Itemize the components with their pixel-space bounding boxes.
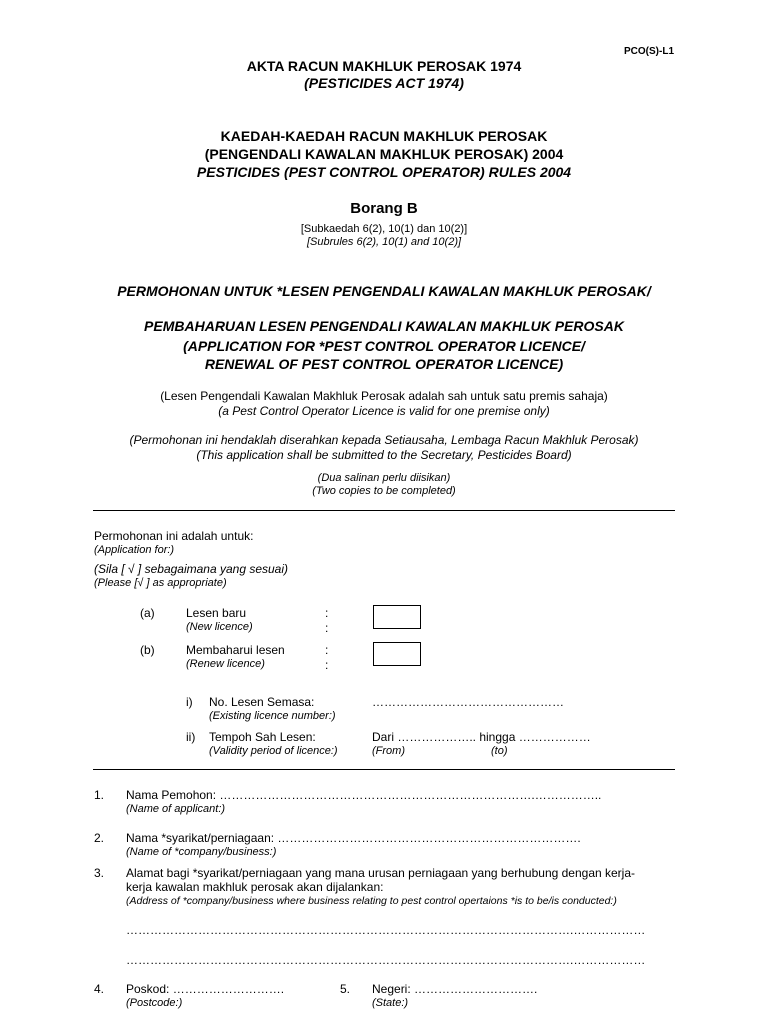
option-b-marker: (b) xyxy=(140,643,155,657)
field-1-number: 1. xyxy=(94,788,105,802)
address-label-en: (Address of *company/business where business relating to pest control opertaions *is to be/is conducted:) xyxy=(126,895,617,907)
tick-instruction: (Sila [ √ ] sebagaimana yang sesuai) xyxy=(94,562,289,576)
company-name-label-en: (Name of *company/business:) xyxy=(126,846,277,858)
address-label-2: kerja kawalan makhluk perosak akan dijalankan: xyxy=(126,880,384,894)
tick-instruction-en: (Please [√ ] as appropriate) xyxy=(94,577,227,589)
act-title-en: (PESTICIDES ACT 1974) xyxy=(304,75,464,91)
existing-licence-label: No. Lesen Semasa: xyxy=(209,695,315,709)
submission-note-ms: (Permohonan ini hendaklah diserahkan kepada Setiausaha, Lembaga Racun Makhluk Perosak) xyxy=(129,433,639,447)
field-4-number: 4. xyxy=(94,982,105,996)
address-line-2-field[interactable]: ………………………………………………………………………………………………….……………… xyxy=(126,953,646,967)
company-name-field[interactable]: Nama *syarikat/perniagaan: …………………………………………………………………. xyxy=(126,831,581,845)
divider-top xyxy=(93,510,675,511)
application-for-label-en: (Application for:) xyxy=(94,544,175,556)
rules-title-ms-1: KAEDAH-KAEDAH RACUN MAKHLUK PEROSAK xyxy=(220,128,548,144)
validity-note-en: (a Pest Control Operator Licence is valid for one premise only) xyxy=(218,404,550,418)
option-a-colon: : xyxy=(325,606,329,620)
rules-title-ms-2: (PENGENDALI KAWALAN MAKHLUK PEROSAK) 2004 xyxy=(204,146,564,162)
renew-licence-checkbox[interactable] xyxy=(373,642,421,666)
existing-licence-input[interactable]: ………………………………………… xyxy=(372,695,564,709)
form-code: PCO(S)-L1 xyxy=(624,46,674,57)
state-field[interactable]: Negeri: …………………………. xyxy=(372,982,538,996)
application-for-label: Permohonan ini adalah untuk: xyxy=(94,529,254,543)
option-a-label-en: (New licence) xyxy=(186,621,253,633)
rules-title-en: PESTICIDES (PEST CONTROL OPERATOR) RULES 2004 xyxy=(196,164,572,180)
validity-from-label-en: (From) xyxy=(372,745,405,757)
existing-licence-marker: i) xyxy=(186,695,193,709)
validity-to-label-en: (to) xyxy=(491,745,508,757)
application-title-2: PEMBAHARUAN LESEN PENGENDALI KAWALAN MAKHLUK PEROSAK xyxy=(144,318,624,334)
copies-note-ms: (Dua salinan perlu diisikan) xyxy=(317,472,451,484)
address-line-1-field[interactable]: ………………………………………………………………………………………………….……………… xyxy=(126,923,646,937)
application-title-3: (APPLICATION FOR *PEST CONTROL OPERATOR LICENCE/ xyxy=(183,338,585,354)
copies-note-en: (Two copies to be completed) xyxy=(312,485,456,497)
option-b-label-en: (Renew licence) xyxy=(186,658,265,670)
field-3-number: 3. xyxy=(94,866,105,880)
divider-bottom xyxy=(93,769,675,770)
existing-licence-label-en: (Existing licence number:) xyxy=(209,710,336,722)
option-a-colon-2: : xyxy=(325,621,329,635)
new-licence-checkbox[interactable] xyxy=(373,605,421,629)
option-b-colon: : xyxy=(325,643,329,657)
postcode-label-en: (Postcode:) xyxy=(126,997,183,1009)
validity-label-en: (Validity period of licence:) xyxy=(209,745,338,757)
postcode-field[interactable]: Poskod: ………………………. xyxy=(126,982,285,996)
form-name: Borang B xyxy=(350,200,418,217)
address-label-1: Alamat bagi *syarikat/perniagaan yang mana urusan perniagaan yang berhubung dengan kerja- xyxy=(126,866,636,880)
option-b-label: Membaharui lesen xyxy=(186,643,285,657)
application-title-1: PERMOHONAN UNTUK *LESEN PENGENDALI KAWALAN MAKHLUK PEROSAK/ xyxy=(117,283,651,299)
application-title-4: RENEWAL OF PEST CONTROL OPERATOR LICENCE) xyxy=(204,356,564,372)
option-b-colon-2: : xyxy=(325,658,329,672)
validity-period-input[interactable]: Dari ……………….. hingga ……………… xyxy=(372,730,591,744)
applicant-name-label-en: (Name of applicant:) xyxy=(126,803,226,815)
field-5-number: 5. xyxy=(340,982,351,996)
field-2-number: 2. xyxy=(94,831,105,845)
subrule-en: [Subrules 6(2), 10(1) and 10(2)] xyxy=(306,236,462,248)
option-a-marker: (a) xyxy=(140,606,155,620)
validity-note-ms: (Lesen Pengendali Kawalan Makhluk Perosak adalah sah untuk satu premis sahaja) xyxy=(160,389,608,403)
act-title-ms: AKTA RACUN MAKHLUK PEROSAK 1974 xyxy=(246,58,522,74)
subrule-ms: [Subkaedah 6(2), 10(1) dan 10(2)] xyxy=(300,223,468,235)
option-a-label: Lesen baru xyxy=(186,606,247,620)
validity-marker: ii) xyxy=(186,730,196,744)
state-label-en: (State:) xyxy=(372,997,409,1009)
submission-note-en: (This application shall be submitted to the Secretary, Pesticides Board) xyxy=(196,448,572,462)
applicant-name-field[interactable]: Nama Pemohon: …………………………………………………………………….…………….. xyxy=(126,788,602,802)
validity-label: Tempoh Sah Lesen: xyxy=(209,730,316,744)
